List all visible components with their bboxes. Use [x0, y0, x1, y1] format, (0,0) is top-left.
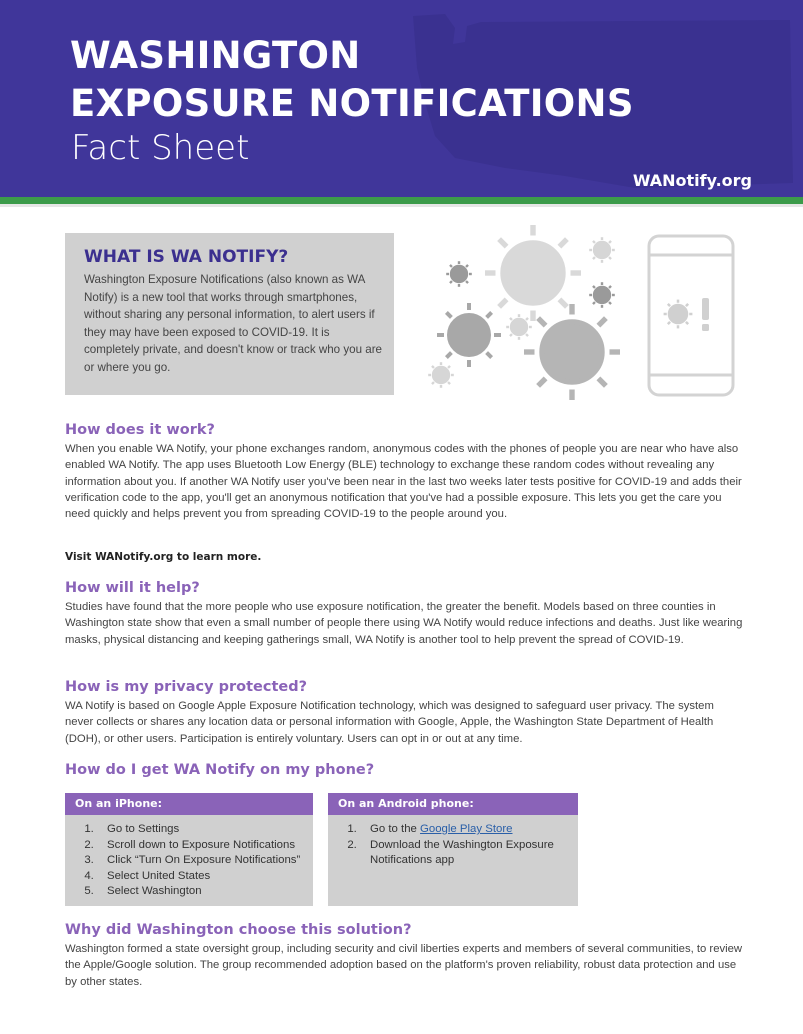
virus-icon	[506, 314, 532, 340]
list-item: 2. Scroll down to Exposure Notifications	[97, 838, 313, 854]
intro-heading: WHAT IS WA NOTIFY?	[84, 247, 289, 267]
list-item	[360, 822, 578, 838]
virus-icon	[589, 282, 615, 308]
subtitle: Fact Sheet	[71, 128, 250, 168]
list-item: 4. Select United States	[97, 869, 313, 885]
virus-icon	[485, 225, 581, 321]
section-body-why: Washington formed a state oversight group, including security and civil liberties experts and members of several communities, to review the Apple/Google solution. The group recommended adoption based on the platform's proven reliability, robust data protection and use by other states.	[65, 943, 743, 988]
android-instructions-box	[328, 793, 578, 906]
iphone-box-title: On an iPhone:	[65, 793, 313, 815]
section-heading-how-it-works: How does it work?	[65, 422, 215, 438]
list-item: 2. Download the Washington Exposure Notifications app	[360, 838, 578, 869]
divider	[0, 204, 803, 207]
section-body-how-it-helps: Studies have found that the more people who use exposure notification, the greater the benefit. Models based on three counties in Washington state show that even a small number of people there using WA Notify would reduce infections and deaths. Just like wearing masks, physical distancing and keeping gatherings small, WA Notify is another tool to help prevent the spread of COVID-19.	[65, 601, 743, 646]
accent-bar	[0, 197, 803, 204]
android-steps-list	[328, 822, 578, 869]
virus-icon	[446, 261, 472, 287]
intro-box	[65, 233, 394, 395]
iphone-instructions-box	[65, 793, 313, 906]
title-line-1: WASHINGTON	[70, 34, 361, 77]
intro-body: Washington Exposure Notifications (also known as WA Notify) is a new tool that works through smartphones, without sharing any personal information, to alert users if they may have been exposed to COVID-19. It is completely private, and doesn't know or track who you are or where you go.	[84, 273, 383, 374]
smartphone-icon	[649, 236, 733, 395]
section-heading-privacy: How is my privacy protected?	[65, 679, 308, 695]
android-box-title: On an Android phone:	[328, 793, 578, 815]
virus-icon	[428, 362, 454, 388]
virus-phone-illustration	[420, 225, 750, 400]
section-body-privacy: WA Notify is based on Google Apple Exposure Notification technology, which was designed to safeguard user privacy. The system never collects or shares any location data or personal information with Google, Apple, the Washington State Department of Health (DOH), or other users. Participation is entirely voluntary. Users can opt in or out at any time.	[65, 700, 714, 745]
virus-icon	[437, 303, 501, 367]
list-item: 3. Click “Turn On Exposure Notifications”	[97, 853, 313, 869]
visit-link-text: Visit WANotify.org to learn more.	[65, 551, 262, 563]
google-play-store-link[interactable]: Google Play Store	[420, 823, 513, 835]
title-line-2: EXPOSURE NOTIFICATIONS	[70, 82, 634, 125]
virus-icon	[664, 300, 693, 329]
virus-icon	[589, 237, 615, 263]
alert-icon	[702, 298, 709, 331]
site-link[interactable]: WANotify.org	[632, 171, 752, 190]
list-item: 1. Go to Settings	[97, 822, 313, 838]
header-banner	[0, 0, 803, 197]
section-heading-how-it-helps: How will it help?	[65, 580, 200, 596]
virus-icon	[524, 304, 620, 400]
list-item: 5. Select Washington	[97, 884, 313, 900]
step-text: Go to the	[370, 823, 421, 835]
section-heading-why: Why did Washington choose this solution?	[65, 922, 412, 938]
section-heading-get-app: How do I get WA Notify on my phone?	[65, 762, 375, 778]
iphone-steps-list	[65, 822, 313, 900]
section-body-how-it-works: When you enable WA Notify, your phone exchanges random, anonymous codes with the phones of people you are near who have also enabled WA Notify. The app uses Bluetooth Low Energy (BLE) technology to exchange these random codes without revealing any information about you. If another WA Notify user you've been near in the last two weeks later tests positive for COVID-19 and adds their verification code to the app, you'll get an anonymous notification that you've had a possible exposure. This lets you get the care you need quickly and helps prevent you from spreading COVID-19 to the people around you.	[65, 443, 742, 521]
